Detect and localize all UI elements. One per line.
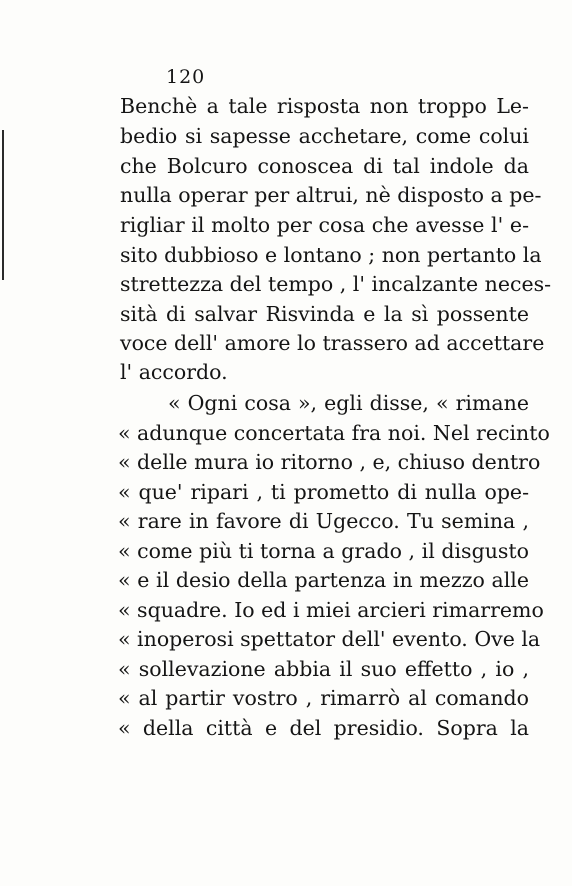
text-line-10: l' accordo. [120,360,228,384]
text-line-16: « come più ti torna a grado , il disgusto [118,539,529,563]
text-line-4: nulla operar per altrui, nè disposto a pe- [120,183,542,207]
text-line-2: bedio si sapesse acchetare, come colui [120,124,529,148]
text-line-15: « rare in favore di Ugecco. Tu semina , [118,509,529,533]
text-line-1: Benchè a tale risposta non troppo Le- [120,94,529,118]
text-line-12: « adunque concertata fra noi. Nel recinto [118,421,550,445]
text-line-19: « inoperosi spettator dell' evento. Ove la [118,627,541,651]
page-number: 120 [166,66,206,88]
binding-edge-mark [2,130,4,280]
text-line-11: « Ogni cosa », egli disse, « rimane [168,391,529,415]
text-line-13: « delle mura io ritorno , e, chiuso dentro [118,450,541,474]
text-line-7: strettezza del tempo , l' incalzante neces- [120,272,552,296]
text-line-17: « e il desio della partenza in mezzo alle [118,568,529,592]
text-line-18: « squadre. Io ed i miei arcieri rimarremo [118,598,544,622]
text-line-9: voce dell' amore lo trassero ad accettare [120,331,545,355]
text-line-8: sità di salvar Risvinda e la sì possente [120,302,529,326]
text-line-5: rigliar il molto per cosa che avesse l' e- [120,213,529,237]
text-line-14: « que' ripari , ti prometto di nulla ope- [118,480,529,504]
text-line-6: sito dubbioso e lontano ; non pertanto la [120,243,542,267]
text-line-22: « della città e del presidio. Sopra la [118,716,529,740]
text-line-3: che Bolcuro conoscea di tal indole da [120,154,529,178]
text-line-20: « sollevazione abbia il suo effetto , io , [118,657,529,681]
text-line-21: « al partir vostro , rimarrò al comando [118,686,529,710]
